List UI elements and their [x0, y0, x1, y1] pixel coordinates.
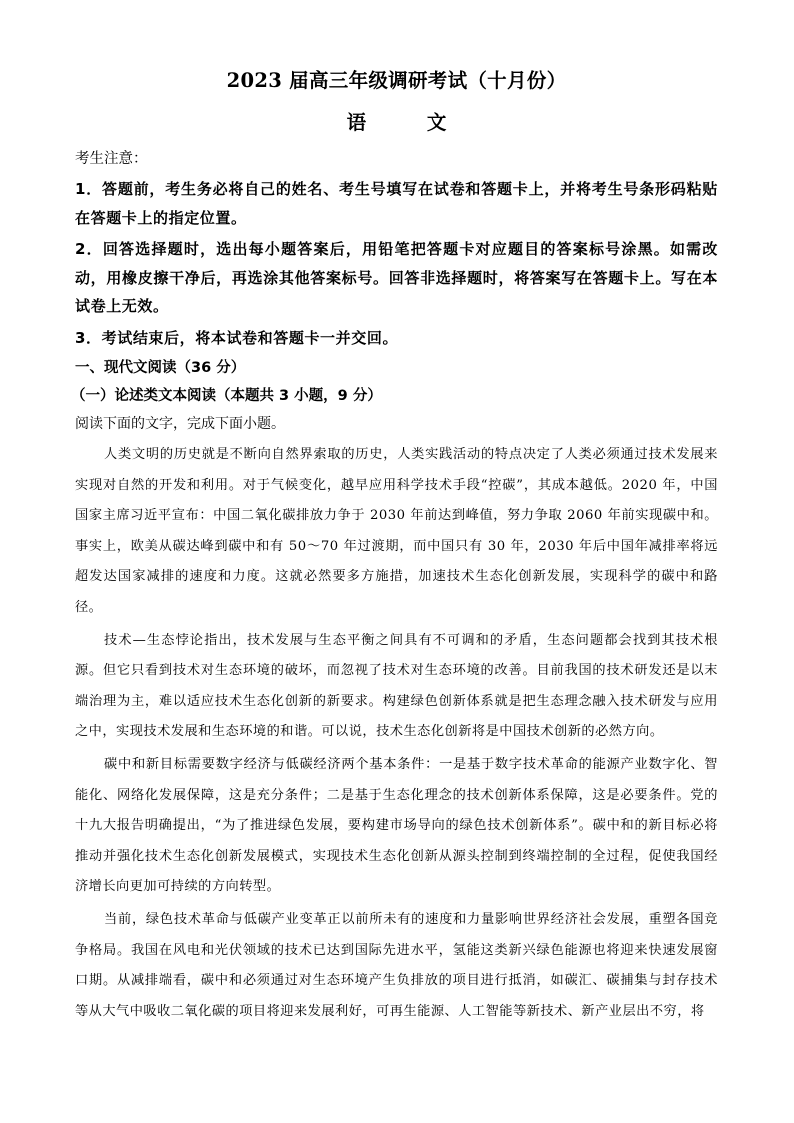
passage-paragraph-1: 人类文明的历史就是不断向自然界索取的历史，人类实践活动的特点决定了人类必须通过技术发展来实现对自然的开发和利用。对于气候变化，越早应用科学技术手段“控碳”，其成本越低。2020 年，中国国家主席习近平宣布：中国二氧化碳排放力争于 2030 年前达到峰值，努力争取 2060 年前实现碳中和。事实上，欧美从碳达峰到碳中和有 50～70 年过渡期，而中国只有 30 年，2030 年后中国年减排率将远超发达国家减排的速度和力度。这就必然要多方施措，加速技术生态化创新发展，实现科学的碳中和路径。	[75, 447, 718, 615]
reading-instruction: 阅读下面的文字，完成下面小题。	[75, 416, 285, 432]
passage-paragraph-3: 碳中和新目标需要数字经济与低碳经济两个基本条件：一是基于数字技术革命的能源产业数字化、智能化、网络化发展保障，这是充分条件；二是基于生态化理念的技术创新体系保障，这是必要条件。党的十九大报告明确提出，“为了推进绿色发展，要构建市场导向的绿色技术创新体系”。碳中和的新目标必将推动并强化技术生态化创新发展模式，实现技术生态化创新从源头控制到终端控制的全过程，促使我国经济增长向更加可持续的方向转型。	[75, 756, 718, 895]
passage-paragraph-2: 技术—生态悖论指出，技术发展与生态平衡之间具有不可调和的矛盾，生态问题都会找到其技术根源。但它只看到技术对生态环境的破坏，而忽视了技术对生态环境的改善。目前我国的技术研发还是以末端治理为主，难以适应技术生态化创新的新要求。构建绿色创新体系就是把生态理念融入技术研发与应用之中，实现技术发展和生态环境的和谐。可以说，技术生态化创新将是中国技术创新的必然方向。	[75, 632, 718, 740]
notice-item-1: 1．答题前，考生务必将自己的姓名、考生号填写在试卷和答题卡上，并将考生号条形码粘贴在答题卡上的指定位置。	[75, 180, 718, 227]
exam-title: 2023 届高三年级调研考试（十月份）	[226, 69, 567, 92]
passage-paragraph-4: 当前，绿色技术革命与低碳产业变革正以前所未有的速度和力量影响世界经济社会发展，重塑各国竞争格局。我国在风电和光伏领域的技术已达到国际先进水平，氢能这类新兴绿色能源也将迎来快速发展窗口期。从减排端看，碳中和必须通过对生态环境产生负排放的项目进行抵消，如碳汇、碳捕集与封存技术等从大气中吸收二氧化碳的项目将迎来发展利好，可再生能源、人工智能等新技术、新产业层出不穷，将	[75, 911, 718, 1019]
notice-item-2: 2．回答选择题时，选出每小题答案后，用铅笔把答题卡对应题目的答案标号涂黑。如需改动，用橡皮擦干净后，再选涂其他答案标号。回答非选择题时，将答案写在答题卡上。写在本试卷上无效。	[75, 240, 718, 315]
notice-heading: 考生注意：	[75, 151, 148, 167]
subject-title: 语 文	[346, 111, 465, 134]
notice-item-3: 3．考试结束后，将本试卷和答题卡一并交回。	[75, 328, 399, 347]
subsection-title: （一）论述类文本阅读（本题共 3 小题，9 分）	[71, 388, 382, 404]
section-title: 一、现代文阅读（36 分）	[75, 360, 246, 376]
